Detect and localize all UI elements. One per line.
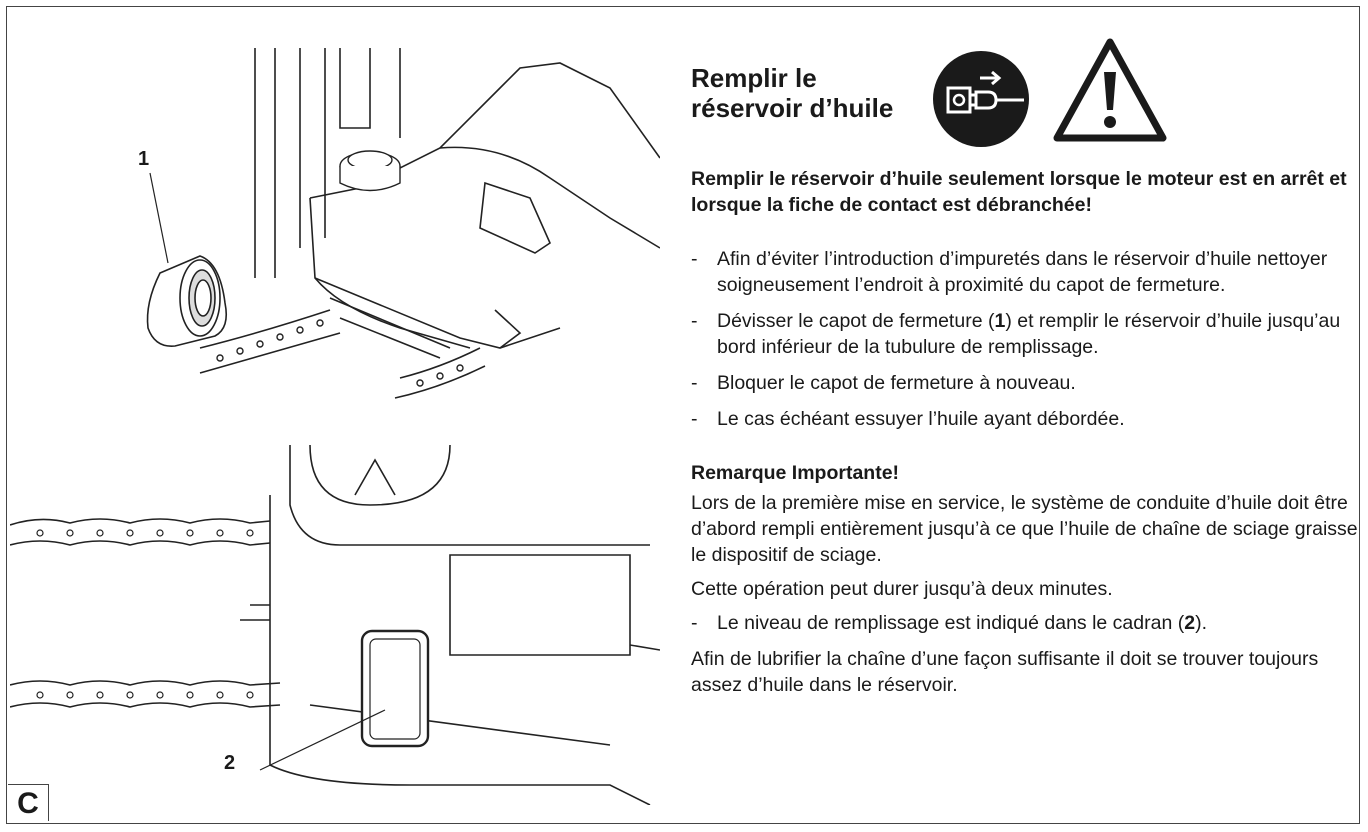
page-title <box>691 63 921 123</box>
instructions <box>691 166 1361 706</box>
step-list <box>691 246 1361 432</box>
remark-list <box>691 610 1361 636</box>
unplug-icon <box>932 50 1030 148</box>
ref-number: 2 <box>1184 612 1196 634</box>
step-text: Bloquer le capot de fermeture à nouveau. <box>717 372 1076 394</box>
remark-paragraph-2: Cette opération peut durer jusqu’à deux minutes. <box>691 578 1113 600</box>
dash: - <box>691 372 698 394</box>
list-item <box>691 246 1361 298</box>
section-letter: C <box>8 784 49 821</box>
dash: - <box>691 408 698 430</box>
remark-paragraph-1: Lors de la première mise en service, le système de conduite d’huile doit être d’abord rempli entièrement jusqu’à ce que l’huile de chaîne de sciage graisse le dispositif de sciage. <box>691 492 1358 566</box>
step-text: Le cas échéant essuyer l’huile ayant débordée. <box>717 408 1125 430</box>
oil-level-window-illustration <box>10 445 660 805</box>
dash: - <box>691 612 698 634</box>
title-line-1: Remplir le <box>691 63 817 93</box>
oil-tank-cap-illustration <box>140 48 660 403</box>
list-item <box>691 406 1361 432</box>
step-text: ). <box>1195 612 1207 634</box>
callout-1: 1 <box>138 148 150 170</box>
list-item <box>691 610 1361 636</box>
step-text: ) et remplir le réservoir d’huile jusqu’au bord inférieur de la tubulure de remplissage. <box>717 310 1341 358</box>
ref-number: 1 <box>994 310 1006 332</box>
remark-paragraph-3: Afin de lubrifier la chaîne d’une façon suffisante il doit se trouver toujours assez d’huile dans le réservoir. <box>691 648 1319 696</box>
list-item <box>691 370 1361 396</box>
step-text: Le niveau de remplissage est indiqué dans le cadran ( <box>717 612 1185 634</box>
safety-lead: Remplir le réservoir d’huile seulement lorsque le moteur est en arrêt et lorsque la fiche de contact est débranchée! <box>691 168 1347 216</box>
callout-2: 2 <box>224 752 236 774</box>
warning-triangle-icon <box>1053 38 1167 142</box>
title-line-2: réservoir d’huile <box>691 93 894 123</box>
step-text: Afin d’éviter l’introduction d’impuretés dans le réservoir d’huile nettoyer soigneusement l’endroit à proximité du capot de fermeture. <box>717 248 1328 296</box>
dash: - <box>691 310 698 332</box>
dash: - <box>691 248 698 270</box>
remark-title: Remarque Importante! <box>691 462 900 484</box>
list-item <box>691 308 1361 360</box>
step-text: Dévisser le capot de fermeture ( <box>717 310 995 332</box>
